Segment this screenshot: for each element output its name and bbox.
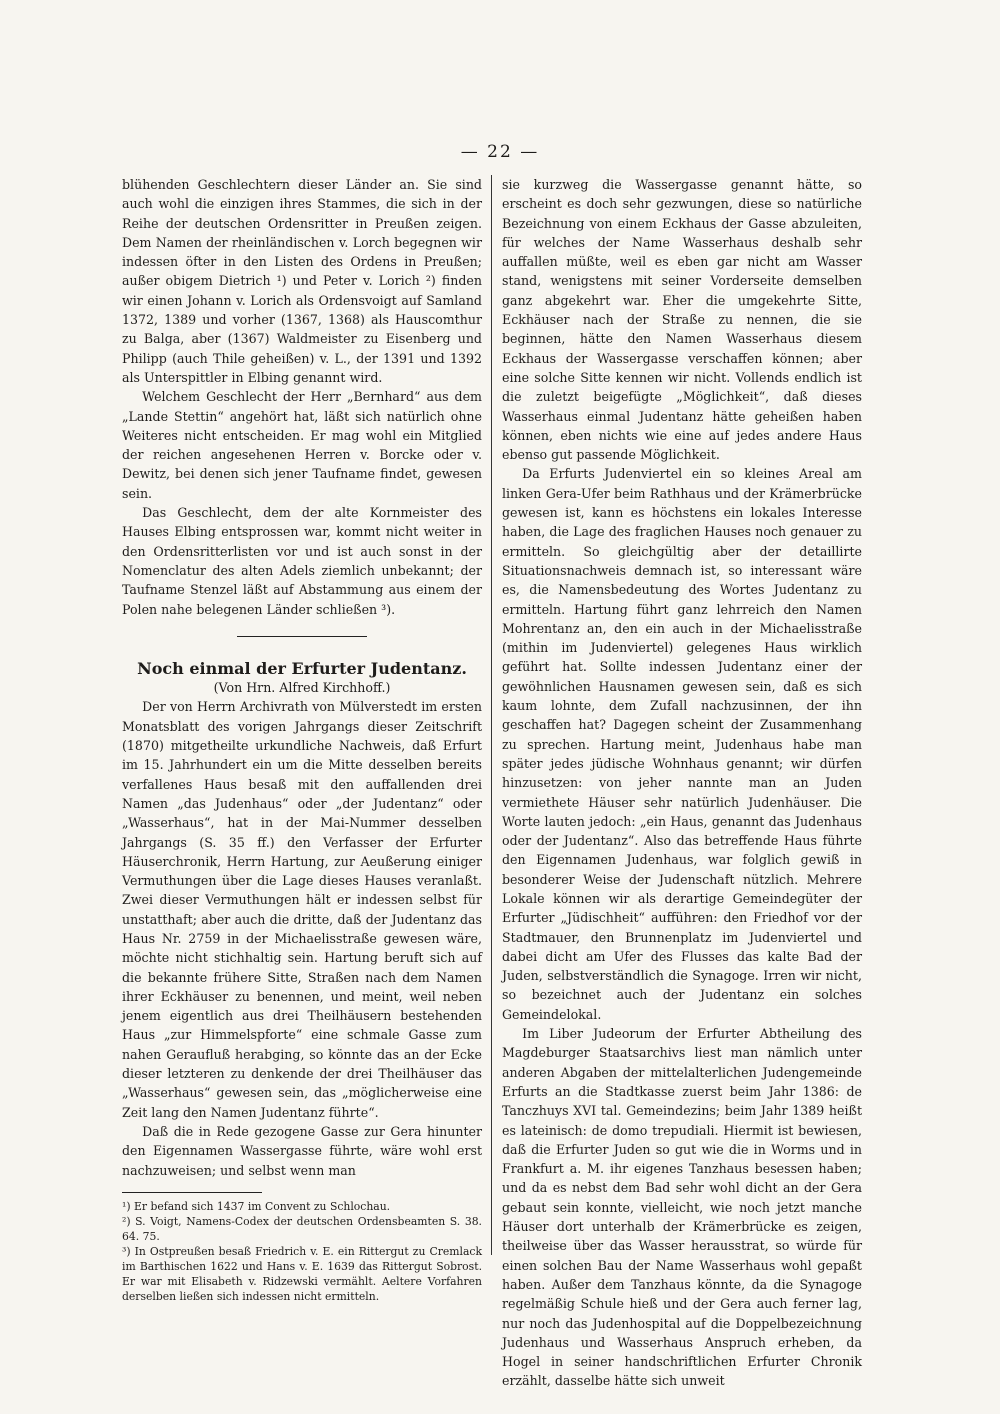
- paragraph: sie kurzweg die Wassergasse genannt hätte, so erscheint es doch sehr gezwungen, diese so natürliche Bezeichnung von einem Eckhaus der Gasse abzuleiten, für welches der Name Wasserhaus deshalb sehr auffallen müßte, weil es eben gar nicht am Wasser stand, wenigstens mit seiner Vorderseite demselben ganz abgekehrt war. Eher die umgekehrte Sitte, Eckhäuser nach der Straße zu nennen, die sie beginnen, hätte den Namen Wasserhaus diesem Eckhaus der Wassergasse verschaffen können; aber eine solche Sitte kennen wir nicht. Vollends endlich ist die zuletzt beigefügte „Möglichkeit“, daß dieses Wasserhaus einmal Judentanz hätte geheißen haben können, eben nichts wie eine auf jedes andere Haus ebenso gut passende Möglichkeit.: [502, 177, 862, 463]
- footnote-divider: [122, 1192, 262, 1193]
- paragraph: blühenden Geschlechtern dieser Länder an. Sie sind auch wohl die einzigen ihres Stammes, die sich in der Reihe der deutschen Ordensritter in Preußen zeigen. Dem Namen der rheinländischen v. Lorch begegnen wir indessen öfter in den Listen des Ordens in Preußen; außer obigem Dietrich ¹) und Peter v. Lorich ²) finden wir einen Johann v. Lorich als Ordensvoigt auf Samland 1372, 1389 und vorher (1367, 1368) als Hauscomthur zu Balga, aber (1367) Waldmeister zu Eisenberg und Philipp (auch Thile geheißen) v. L., der 1391 und 1392 als Unterspittler in Elbing genannt wird.: [122, 177, 482, 385]
- footnote: ¹) Er befand sich 1437 im Convent zu Schlochau.: [122, 1199, 391, 1213]
- article-byline: (Von Hrn. Alfred Kirchhoff.): [213, 680, 391, 696]
- footnote: ³) In Ostpreußen besaß Friedrich v. E. ein Rittergut zu Cremlack im Barthischen 1622 und Hans v. E. 1639 das Rittergut Sobrost. Er war mit Elisabeth v. Ridzewski vermählt. Aeltere Vorfahren derselben ließen sich indessen nicht ermitteln.: [122, 1244, 482, 1303]
- paragraph: Daß die in Rede gezogene Gasse zur Gera hinunter den Eigennamen Wassergasse führte, wäre wohl erst nachzuweisen; und selbst wenn man: [122, 1123, 482, 1178]
- section-divider: [237, 636, 367, 637]
- article-title: Noch einmal der Erfurter Judentanz.: [137, 658, 467, 678]
- footnote: ²) S. Voigt, Namens-Codex der deutschen Ordensbeamten S. 38. 64. 75.: [122, 1214, 482, 1243]
- paragraph: Der von Herrn Archivrath von Mülverstedt im ersten Monatsblatt des vorigen Jahrgangs dieser Zeitschrift (1870) mitgetheilte urkundliche Nachweis, daß Erfurt im 15. Jahrhundert ein um die Mitte desselben bereits verfallenes Haus besaß mit den auffallenden drei Namen „das Judenhaus“ oder „der Judentanz“ oder „Wasserhaus“, hat in der Mai-Nummer desselben Jahrgangs (S. 35 ff.) den Verfasser der Erfurter Häuserchronik, Herrn Hartung, zur Aeußerung einiger Vermuthungen über die Lage dieses Hauses veranlaßt. Zwei dieser Vermuthungen hält er indessen selbst für unstatthaft; aber auch die dritte, daß der Judentanz das Haus Nr. 2759 in der Michaelisstraße gewesen wäre, möchte nicht stichhaltig sein. Hartung beruft sich auf die bekannte frühere Sitte, Straßen nach dem Namen ihrer Eckhäuser zu benennen, und meint, weil neben jenem eigentlich aus drei Theilhäusern bestehenden Haus „zur Himmelspforte“ eine schmale Gasse zum nahen Geraufluß herabging, so könnte das an der Ecke dieser letzteren zu denkende der drei Theilhäuser das „Wasserhaus“ gewesen sein, das „möglicherweise eine Zeit lang den Namen Judentanz führte“.: [122, 699, 482, 1120]
- paragraph: Da Erfurts Judenviertel ein so kleines Areal am linken Gera-Ufer beim Rathhaus und der Krämerbrücke gewesen ist, kann es höchstens ein lokales Interesse haben, die Lage des fraglichen Hauses noch genauer zu ermitteln. So gleichgültig aber der detaillirte Situationsnachweis demnach ist, so interessant wäre es, die Namensbedeutung des Wortes Judentanz zu ermitteln. Hartung führt ganz lehrreich den Namen Mohrentanz an, den ein auch in der Michaelisstraße (mithin im Judenviertel) gelegenes Haus wirklich geführt hat. Sollte indessen Judentanz einer der gewöhnlichen Hausnamen gewesen sein, daß es sich kaum lohnte, dem Zufall nachzusinnen, der ihn geschaffen hat? Dagegen scheint der Zusammenhang zu sprechen. Hartung meint, Judenhaus habe man später jedes jüdische Wohnhaus genannt; wir dürfen hinzusetzen: von jeher nannte man an Juden vermiethete Häuser sehr natürlich Judenhäuser. Die Worte lauten jedoch: „ein Haus, genannt das Judenhaus oder der Judentanz“. Also das betreffende Haus führte den Eigennamen Judenhaus, war folglich gewiß in besonderer Weise der Judenschaft nützlich. Mehrere Lokale können wir als derartige Gemeindegüter der Erfurter „Jüdischheit“ aufführen: den Friedhof vor der Stadtmauer, den Brunnenplatz im Judenviertel und dabei dicht am Ufer des Flusses das kalte Bad der Juden, selbstverständlich die Synagoge. Irren wir nicht, so bezeichnet auch der Judentanz ein solches Gemeindelokal.: [502, 466, 862, 1022]
- column-divider: [491, 175, 492, 1255]
- left-column: [122, 175, 482, 1304]
- page-number: — 22 —: [460, 142, 540, 162]
- right-column: [502, 175, 862, 1391]
- footnotes: [122, 1199, 482, 1304]
- paragraph: Im Liber Judeorum der Erfurter Abtheilung des Magdeburger Staatsarchivs liest man nämlich unter anderen Abgaben der mittelalterlichen Judengemeinde Erfurts an die Stadtkasse zuerst beim Jahr 1386: de Tanczhuys XVI tal. Gemeindezins; beim Jahr 1389 heißt es lateinisch: de domo trepudiali. Hiermit ist bewiesen, daß die Erfurter Juden so gut wie die in Worms und in Frankfurt a. M. ihr eigenes Tanzhaus besessen haben; und da es nebst dem Bad sehr wohl dicht an der Gera gebaut sein konnte, vielleicht, wie noch jetzt manche Häuser dort unterhalb der Krämerbrücke es zeigen, theilweise über das Wasser herausstrat, so würde für einen solchen Bau der Name Wasserhaus wohl gepaßt haben. Außer dem Tanzhaus könnte, da die Synagoge regelmäßig Schule hieß und der Gera auch ferner lag, nur noch das Judenhospital auf die Doppelbezeichnung Judenhaus und Wasserhaus Anspruch erheben, da Hogel in seiner handschriftlichen Erfurter Chronik erzählt, dasselbe hätte sich unweit: [502, 1026, 862, 1389]
- paragraph: Welchem Geschlecht der Herr „Bernhard“ aus dem „Lande Stettin“ angehört hat, läßt sich natürlich ohne Weiteres nicht entscheiden. Er mag wohl ein Mitglied der reichen angesehenen Herren v. Borcke oder v. Dewitz, bei denen sich jener Taufname findet, gewesen sein.: [122, 389, 482, 501]
- paragraph: Das Geschlecht, dem der alte Kornmeister des Hauses Elbing entsprossen war, kommt nicht weiter in den Ordensritterlisten vor und ist auch sonst in der Nomenclatur des alten Adels ziemlich unbekannt; der Taufname Stenzel läßt auf Abstammung aus einem der Polen nahe belegenen Länder schließen ³).: [122, 505, 482, 617]
